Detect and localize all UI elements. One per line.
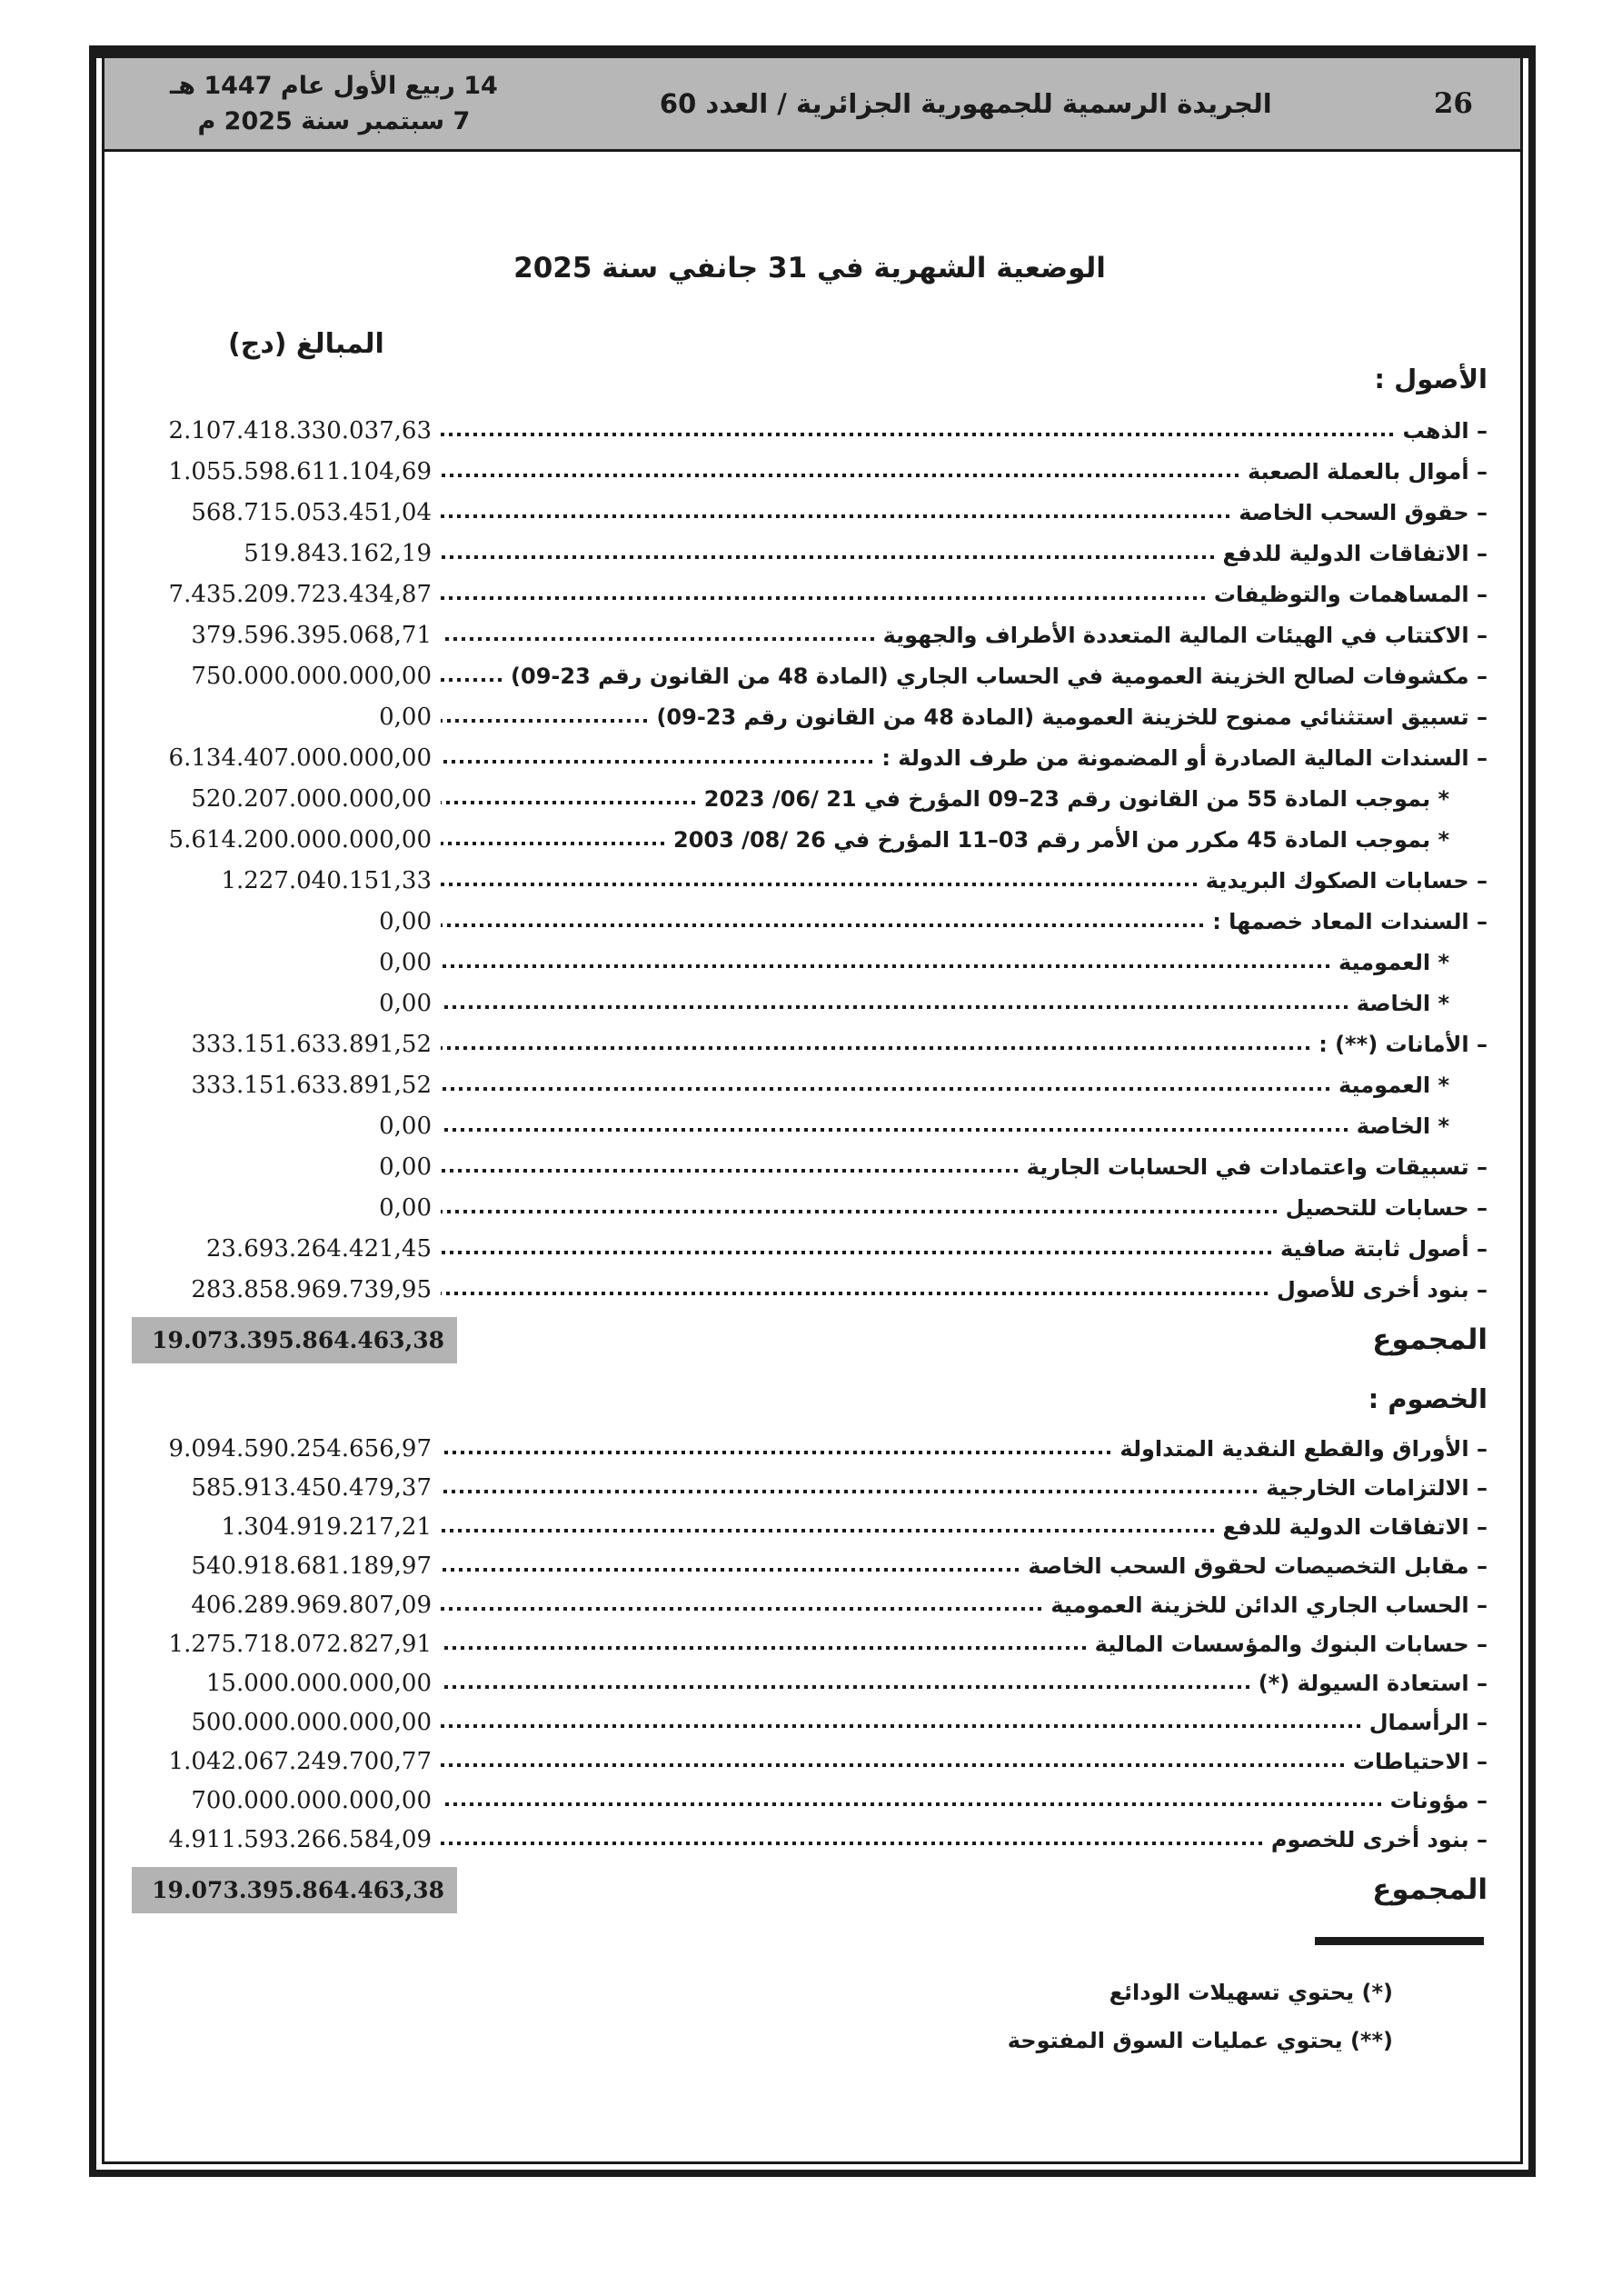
row-label: – تسبيقات واعتمادات في الحسابات الجارية [1026,1154,1488,1180]
footnotes [132,1969,1393,2065]
row-amount: 540.918.681.189,97 [191,1552,432,1581]
statement-row [132,404,1488,444]
row-amount: 520.207.000.000,00 [191,785,432,814]
dotted-leader [441,474,1239,477]
row-label: – تسبيق استثنائي ممنوح للخزينة العمومية (المادة 48 من القانون رقم 23‏-‏09) [656,704,1488,730]
row-amount: 283.858.969.739,95 [191,1276,432,1304]
row-amount: 0,00 [379,1113,432,1141]
row-amount: 7.435.209.723.434,87 [168,581,432,609]
row-amount: 9.094.590.254.656,97 [168,1435,432,1463]
row-amount: 0,00 [379,908,432,936]
assets-total-value: 19.073.395.864.463,38 [132,1317,457,1363]
statement-row [132,1814,1488,1853]
dotted-leader [441,1251,1271,1254]
dotted-leader [441,1724,1360,1728]
liabilities-rows [132,1423,1488,1853]
dotted-leader [441,1292,1268,1295]
row-label: – حسابات الصكوك البريدية [1205,868,1488,893]
row-label: – مقابل التخصيصات لحقوق السحب الخاصة [1028,1553,1488,1579]
liabilities-total-value: 19.073.395.864.463,38 [132,1867,457,1913]
row-amount: 15.000.000.000,00 [205,1670,432,1698]
row-amount: 500.000.000.000,00 [191,1709,432,1737]
row-label: – السندات المالية الصادرة أو المضمونة من طرف الدولة : [881,745,1488,771]
statement-row [132,1541,1488,1580]
liabilities-total-row [132,1861,1488,1919]
assets-total-row [132,1311,1488,1369]
dotted-leader [441,1005,1348,1009]
row-label: * الخاصة [1356,991,1449,1016]
row-amount: 379.596.395.068,71 [191,622,432,650]
dotted-leader [441,1842,1262,1845]
row-amount: 519.843.162,19 [244,540,432,568]
page-inner-frame [102,58,1523,2164]
row-label: – أموال بالعملة الصعبة [1247,459,1488,484]
statement-row [132,1058,1488,1099]
dotted-leader [441,801,695,804]
row-amount: 700.000.000.000,00 [191,1787,432,1815]
liabilities-section-header: الخصوم : [1368,1383,1488,1414]
statement-row [132,935,1488,976]
statement-row [132,813,1488,854]
statement-row [132,1502,1488,1541]
row-amount: 6.134.407.000.000,00 [168,744,432,773]
row-amount: 0,00 [379,990,432,1018]
row-label: – الرأسمال [1368,1710,1488,1735]
row-label: – الالتزامات الخارجية [1266,1475,1488,1501]
liabilities-total-label: المجموع [1372,1873,1488,1906]
row-amount: 4.911.593.266.584,09 [168,1826,432,1854]
statement-row [132,526,1488,567]
row-label: – بنود أخرى للخصوم [1270,1827,1488,1852]
dotted-leader [441,678,502,682]
row-amount: 5.614.200.000.000,00 [168,826,432,854]
row-label: – حسابات للتحصيل [1285,1195,1488,1221]
row-amount: 568.715.053.451,04 [191,499,432,527]
dotted-leader [441,1802,1381,1806]
page-number: 26 [1433,87,1473,120]
row-label: – حقوق السحب الخاصة [1239,500,1488,525]
masthead-date [170,68,498,139]
dotted-leader [441,923,1203,927]
row-label: * العمومية [1338,1073,1449,1098]
row-amount: 406.289.969.807,09 [191,1592,432,1620]
total-underline-rule [1315,1937,1484,1945]
row-amount: 1.055.598.611.104,69 [168,458,432,486]
row-amount: 1.227.040.151,33 [221,867,432,895]
assets-section-header: الأصول : [1374,364,1488,394]
dotted-leader [441,883,1197,886]
statement-row [132,1462,1488,1502]
row-label: – حسابات البنوك والمؤسسات المالية [1094,1632,1488,1657]
row-label: – الأمانات (**) : [1318,1032,1488,1057]
gazette-page-frame [89,45,1536,2177]
row-amount: 2.107.418.330.037,63 [168,417,432,445]
statement-row [132,1099,1488,1140]
row-amount: 1.275.718.072.827,91 [168,1631,432,1659]
statement-row [132,485,1488,526]
dotted-leader [441,1451,1110,1454]
statement-row [132,608,1488,649]
dotted-leader [441,433,1393,436]
row-amount: 750.000.000.000,00 [191,663,432,691]
statement-row [132,731,1488,772]
row-amount: 0,00 [379,1153,432,1182]
row-label: – الاكتتاب في الهيئات المالية المتعددة الأطراف والجهوية [882,623,1488,648]
dotted-leader [441,1046,1309,1050]
dotted-leader [441,760,872,764]
statement-row [132,1181,1488,1222]
dotted-leader [441,964,1329,968]
row-label: – الاتفاقات الدولية للدفع [1222,1514,1488,1540]
footnote-open-market-operations: (**) يحتوي عمليات السوق المفتوحة [1007,2027,1393,2053]
row-label: – الحساب الجاري الدائن للخزينة العمومية [1050,1592,1488,1618]
row-amount: 585.913.450.479,37 [191,1474,432,1502]
row-amount: 0,00 [379,1194,432,1223]
statement-row [132,649,1488,690]
row-label: – المساهمات والتوظيفات [1213,582,1488,607]
dotted-leader [441,1529,1214,1532]
statement-row [132,1736,1488,1775]
row-amount: 23.693.264.421,45 [205,1235,432,1263]
dotted-leader [441,1087,1329,1091]
row-amount: 1.042.067.249.700,77 [168,1748,432,1776]
statement-row [132,567,1488,608]
dotted-leader [441,1763,1344,1767]
row-label: – الاتفاقات الدولية للدفع [1222,541,1488,566]
dotted-leader [441,1128,1348,1132]
statement-row [132,894,1488,935]
row-label: – استعادة السيولة (*) [1258,1671,1488,1696]
row-label: – مكشوفات لصالح الخزينة العمومية في الحساب الجاري (المادة 48 من القانون رقم 23‏-‏09) [511,664,1488,689]
row-amount: 333.151.633.891,52 [191,1031,432,1059]
dotted-leader [441,514,1229,518]
row-label: – مؤونات [1389,1788,1488,1813]
date-hijri: 14 ربيع الأول عام 1447 هـ [170,71,498,100]
row-amount: 333.151.633.891,52 [191,1072,432,1100]
row-label: – الأوراق والقطع النقدية المتداولة [1119,1436,1488,1462]
statement-row [132,444,1488,485]
dotted-leader [441,637,874,641]
row-amount: 0,00 [379,704,432,732]
statement-row [132,1580,1488,1619]
row-label: * بموجب المادة 45 مكرر من الأمر رقم 03‏–‏11 المؤرخ في 26 /08/ 2003 [673,827,1449,853]
row-amount: 0,00 [379,949,432,977]
assets-total-label: المجموع [1372,1323,1488,1356]
dotted-leader [441,596,1205,600]
dotted-leader [441,1685,1249,1689]
statement-row [132,854,1488,894]
journal-title: الجريدة الرسمية للجمهورية الجزائرية / العدد 60 [659,88,1272,119]
statement-row [132,1697,1488,1736]
row-label: – بنود أخرى للأصول [1277,1277,1488,1303]
statement-row [132,1423,1488,1462]
row-label: * بموجب المادة 55 من القانون رقم 23‏–‏09 المؤرخ في 21 /06/ 2023 [703,786,1449,812]
row-label: * العمومية [1338,950,1449,975]
dotted-leader [441,1169,1018,1173]
amounts-column-header: المبالغ (دج) [228,328,384,360]
dotted-leader [441,842,664,845]
footnote-deposit-facilities: (*) يحتوي تسهيلات الودائع [1109,1980,1393,2005]
statement-content [104,152,1520,2161]
statement-row [132,690,1488,731]
gazette-masthead [104,58,1520,152]
statement-row [132,772,1488,813]
row-amount: 1.304.919.217,21 [221,1513,432,1542]
statement-row [132,1658,1488,1697]
dotted-leader [441,1646,1086,1650]
dotted-leader [441,555,1214,559]
statement-row [132,1017,1488,1058]
row-label: – أصول ثابتة صافية [1279,1236,1488,1262]
row-label: * الخاصة [1356,1113,1449,1139]
statement-row [132,976,1488,1017]
dotted-leader [441,1607,1041,1611]
row-label: – الذهب [1402,418,1488,444]
row-label: – السندات المعاد خصمها : [1212,909,1488,934]
statement-row [132,1263,1488,1303]
statement-row [132,1775,1488,1814]
dotted-leader [441,1210,1277,1213]
dotted-leader [441,719,647,723]
row-label: – الاحتياطات [1352,1749,1488,1774]
statement-title: الوضعية الشهرية في 31 جانفي سنة 2025 [513,252,1106,285]
statement-row [132,1222,1488,1263]
statement-row [132,1140,1488,1181]
statement-row [132,1619,1488,1658]
date-gregorian: 7 سبتمبر سنة 2025 م [197,107,471,135]
dotted-leader [441,1490,1257,1493]
assets-rows [132,404,1488,1303]
dotted-leader [441,1568,1019,1572]
